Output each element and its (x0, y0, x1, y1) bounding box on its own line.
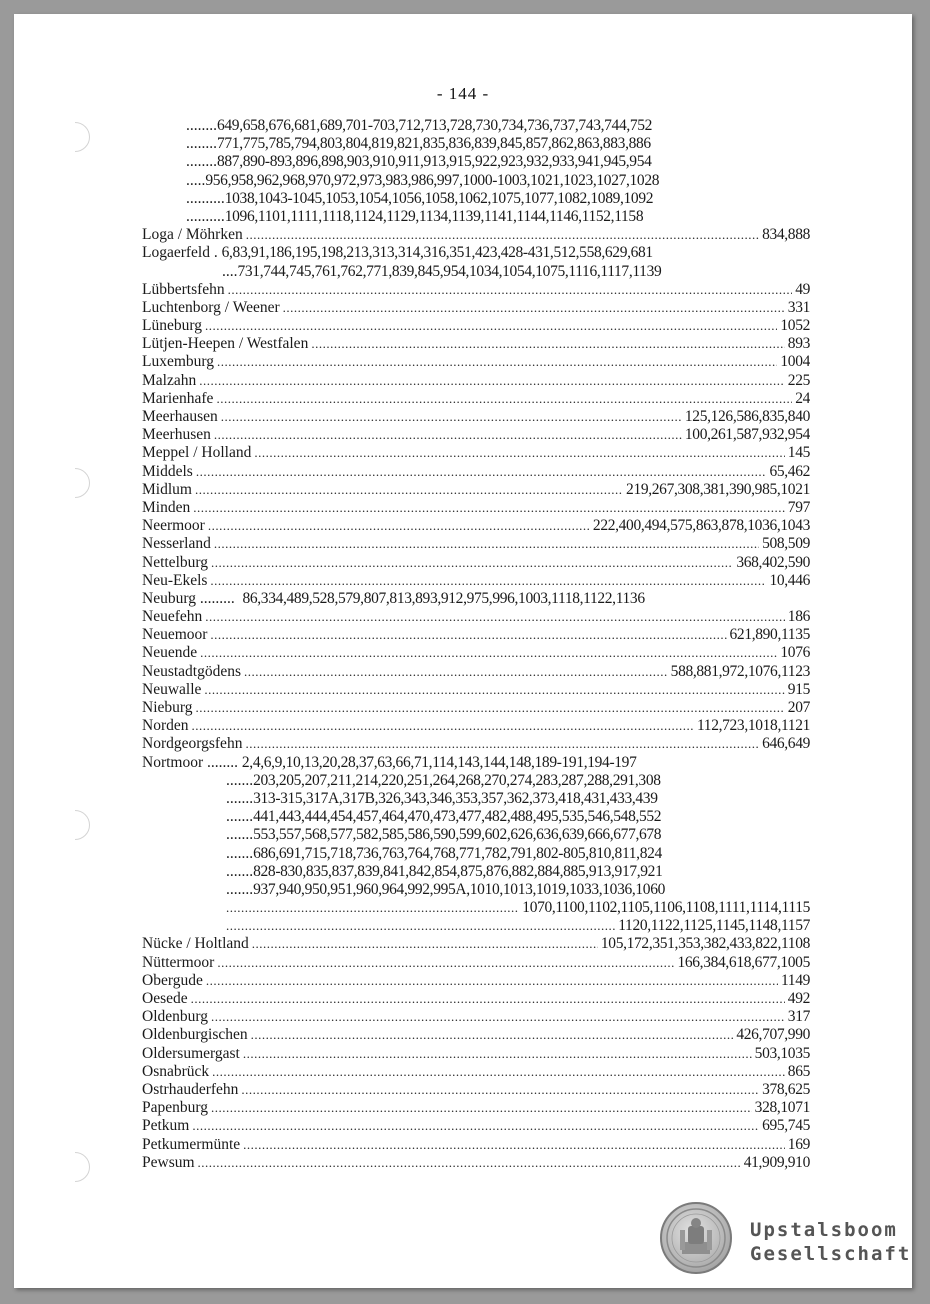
index-entry (142, 954, 810, 972)
page-refs: 915 (787, 680, 810, 698)
page-refs: 125,126,586,835,840 (684, 408, 810, 425)
page-refs: 771,775,785,794,803,804,819,821,835,836,839,845,857,862,863,883,886 (217, 135, 651, 153)
page-refs: 503,1035 (754, 1044, 810, 1062)
index-entry (142, 499, 810, 517)
place-name: Malzahn (142, 371, 197, 389)
document-page (14, 14, 912, 1288)
page-refs: 169 (787, 1135, 810, 1153)
place-name: Nortmoor (142, 753, 204, 771)
index-entry (142, 281, 810, 299)
index-entry-continuation: ....... 441,443,444,454,457,464,470,473,477,482,488,495,535,546,548,552 (226, 808, 662, 826)
index-entry-continuation: ........ 771,775,785,794,803,804,819,821,835,836,839,845,857,862,863,883,886 (186, 135, 651, 153)
index-entry (142, 699, 810, 717)
page-refs: 646,649 (762, 735, 810, 753)
place-name: Neu-Ekels (142, 571, 208, 589)
index-entry-continuation: ....... 937,940,950,951,960,964,992,995A,1010,1013,1019,1033,1036,1060 (226, 880, 665, 898)
place-name: Petkumermünte (142, 1135, 241, 1153)
page-refs: 145 (787, 444, 810, 462)
page-refs: 937,940,950,951,960,964,992,995A,1010,1013,1019,1033,1036,1060 (253, 880, 665, 898)
page-refs: 6,83,91,186,195,198,213,313,314,316,351,423,428-431,512,558,629,681 (221, 244, 653, 262)
index-entry (142, 226, 810, 244)
place-name: Lübbertsfehn (142, 280, 225, 298)
place-name: Midlum (142, 480, 192, 498)
index-entry (142, 299, 810, 317)
index-entry (142, 481, 810, 499)
index-entry-continuation (142, 917, 810, 935)
page-refs: 1149 (780, 971, 810, 989)
page-refs: 956,958,962,968,970,972,973,983,986,997,1000-1003,1021,1023,1027,1028 (205, 171, 660, 189)
place-name: Luchtenborg / Weener (142, 298, 280, 316)
index-entry (142, 1063, 810, 1081)
index-entry (142, 444, 810, 462)
logo-line-2: Gesellschaft (750, 1243, 912, 1265)
place-name: Neuende (142, 644, 198, 662)
page-refs: 317 (787, 1008, 810, 1026)
page-refs: 828-830,835,837,839,841,842,854,875,876,882,884,885,913,917,921 (253, 862, 663, 880)
index-entry-continuation (142, 899, 810, 917)
page-refs: 649,658,676,681,689,701-703,712,713,728,730,734,736,737,743,744,752 (217, 117, 653, 134)
index-entry (142, 1154, 810, 1172)
place-name: Oldenburg (142, 1008, 209, 1026)
page-refs: 1076 (780, 644, 810, 662)
index-entry (142, 1026, 810, 1044)
index-entry-continuation: ..... 956,958,962,968,970,972,973,983,986,997,1000-1003,1021,1023,1027,1028 (186, 171, 660, 189)
index-entry (142, 1136, 810, 1154)
place-name: Pewsum (142, 1153, 195, 1171)
page-refs: 553,557,568,577,582,585,586,590,599,602,626,636,639,666,677,678 (253, 826, 662, 844)
index-entry (142, 554, 810, 572)
index-entry (142, 1045, 810, 1063)
page-refs: 834,888 (762, 226, 810, 244)
index-entry (142, 335, 810, 353)
punch-hole-icon (60, 1152, 90, 1182)
index-entry (142, 990, 810, 1008)
place-name: Oldersumergast (142, 1044, 240, 1062)
page-refs: 100,261,587,932,954 (684, 426, 810, 444)
index-entry (142, 390, 810, 408)
index-entry (142, 626, 810, 644)
seal-emblem-icon (662, 1204, 730, 1272)
place-name: Marienhafe (142, 389, 214, 407)
place-name: Osnabrück (142, 1062, 210, 1080)
index-entry (142, 408, 810, 426)
index-entry: Nortmoor ........ 2,4,6,9,10,13,20,28,37,63,66,71,114,143,144,148,189-191,194-197 (142, 753, 637, 771)
place-name: Neuwalle (142, 680, 202, 698)
place-name: Logaerfeld (142, 244, 210, 262)
index-entry (142, 426, 810, 444)
page-refs: 41,909,910 (743, 1153, 810, 1171)
place-name: Lüneburg (142, 317, 202, 335)
place-name: Nücke / Holtland (142, 935, 249, 953)
index-entry (142, 644, 810, 662)
index-entry: Neuburg ......... 86,334,489,528,579,807,813,893,912,975,996,1003,1118,1122,1136 (142, 589, 645, 607)
page-refs: 695,745 (762, 1117, 810, 1135)
place-name: Lütjen-Heepen / Westfalen (142, 335, 309, 353)
place-name: Nordgeorgsfehn (142, 735, 243, 753)
page-refs: 207 (787, 699, 810, 716)
place-name: Meerhusen (142, 426, 211, 444)
place-name: Nettelburg (142, 553, 209, 571)
index-entry (142, 317, 810, 335)
page-refs: 731,744,745,761,762,771,839,845,954,1034,1054,1075,1116,1117,1139 (237, 262, 662, 280)
place-name: Neuefehn (142, 608, 203, 626)
place-name: Middels (142, 462, 193, 480)
index-entry (142, 1117, 810, 1135)
index-entry (142, 935, 810, 953)
index-entry (142, 572, 810, 590)
page-refs: 368,402,590 (736, 553, 810, 571)
page-refs: 492 (787, 990, 810, 1007)
upstalsboom-seal-icon (660, 1202, 732, 1274)
page-refs: 1070,1100,1102,1105,1106,1108,1111,1114,1115 (522, 899, 810, 917)
punch-hole-icon (60, 810, 90, 840)
index-entry-continuation: ....... 553,557,568,577,582,585,586,590,599,602,626,636,639,666,677,678 (226, 826, 662, 844)
index-entry (142, 735, 810, 753)
place-name: Oesede (142, 990, 188, 1007)
place-name: Luxemburg (142, 353, 215, 371)
page-refs: 893 (787, 335, 810, 353)
page-refs: 588,881,972,1076,1123 (670, 662, 810, 680)
index-entry (142, 517, 810, 535)
page-refs: 426,707,990 (736, 1026, 810, 1044)
place-name: Nieburg (142, 699, 193, 716)
page-refs: 331 (787, 298, 810, 316)
index-entry (142, 353, 810, 371)
page-refs: 313-315,317A,317B,326,343,346,353,357,362,373,418,431,433,439 (253, 789, 658, 807)
place-name: Obergude (142, 971, 203, 989)
page-refs: 797 (787, 498, 810, 516)
page-refs: 1038,1043-1045,1053,1054,1056,1058,1062,1075,1077,1082,1089,1092 (224, 189, 654, 207)
place-name: Neustadtgödens (142, 662, 242, 680)
page-refs: 65,462 (769, 462, 810, 480)
page-refs: 1096,1101,1111,1118,1124,1129,1134,1139,1141,1144,1146,1152,1158 (224, 207, 644, 225)
place-name: Nesserland (142, 535, 211, 553)
place-name: Petkum (142, 1117, 190, 1135)
page-refs: 2,4,6,9,10,13,20,28,37,63,66,71,114,143,144,148,189-191,194-197 (241, 753, 637, 771)
place-index-list (142, 117, 810, 1172)
page-refs: 225 (787, 371, 810, 389)
punch-hole-icon (60, 468, 90, 498)
page-refs: 1004 (780, 353, 810, 371)
page-refs: 10,446 (769, 571, 810, 589)
place-name: Neuemoor (142, 626, 208, 644)
index-entry-continuation: .... 731,744,745,761,762,771,839,845,954,1034,1054,1075,1116,1117,1139 (222, 262, 662, 280)
place-name: Neermoor (142, 517, 205, 535)
index-entry-continuation: ....... 686,691,715,718,736,763,764,768,771,782,791,802-805,810,811,824 (226, 844, 662, 862)
place-name: Loga / Möhrken (142, 226, 243, 244)
place-name: Minden (142, 498, 191, 516)
logo-line-1: Upstalsboom (750, 1219, 898, 1241)
place-name: Norden (142, 717, 189, 735)
place-name: Oldenburgischen (142, 1026, 248, 1044)
index-entry (142, 717, 810, 735)
page-refs: 86,334,489,528,579,807,813,893,912,975,996,1003,1118,1122,1136 (242, 589, 645, 607)
index-entry: Logaerfeld . 6,83,91,186,195,198,213,313,314,316,351,423,428-431,512,558,629,681 (142, 244, 653, 262)
page-refs: 105,172,351,353,382,433,822,1108 (600, 935, 810, 953)
index-entry (142, 535, 810, 553)
index-entry (142, 1081, 810, 1099)
page-refs: 1052 (780, 317, 810, 335)
index-entry-continuation: ........ 649,658,676,681,689,701-703,712,713,728,730,734,736,737,743,744,752 (186, 117, 653, 134)
page-refs: 328,1071 (754, 1099, 810, 1117)
place-name: Neuburg (142, 589, 196, 607)
page-refs: 219,267,308,381,390,985,1021 (626, 480, 810, 498)
index-entry-continuation: ....... 313-315,317A,317B,326,343,346,353,357,362,373,418,431,433,439 (226, 789, 658, 807)
place-name: Papenburg (142, 1099, 209, 1117)
index-entry-continuation: .......... 1096,1101,1111,1118,1124,1129,1134,1139,1141,1144,1146,1152,1158 (186, 207, 644, 225)
page-refs: 49 (795, 280, 810, 298)
page-refs: 887,890-893,896,898,903,910,911,913,915,922,923,932,933,941,945,954 (217, 153, 652, 171)
page-refs: 441,443,444,454,457,464,470,473,477,482,488,495,535,546,548,552 (253, 808, 662, 826)
page-refs: 24 (795, 389, 810, 407)
page-number: - 144 - (436, 84, 490, 103)
page-refs: 508,509 (762, 535, 810, 553)
place-name: Meppel / Holland (142, 444, 252, 462)
page-refs: 112,723,1018,1121 (696, 717, 810, 735)
index-entry-continuation: ....... 203,205,207,211,214,220,251,264,268,270,274,283,287,288,291,308 (226, 771, 661, 789)
society-logo-text (750, 1218, 911, 1266)
page-refs: 222,400,494,575,863,878,1036,1043 (592, 517, 810, 535)
place-name: Meerhausen (142, 408, 218, 425)
place-name: Nüttermoor (142, 953, 215, 971)
place-name: Ostrhauderfehn (142, 1080, 239, 1098)
index-entry-continuation: .......... 1038,1043-1045,1053,1054,1056,1058,1062,1075,1077,1082,1089,1092 (186, 189, 654, 207)
page-refs: 186 (787, 608, 810, 626)
punch-hole-icon (60, 122, 90, 152)
index-entry (142, 463, 810, 481)
page-refs: 1120,1122,1125,1145,1148,1157 (618, 917, 810, 935)
index-entry (142, 663, 810, 681)
index-entry-continuation: ....... 828-830,835,837,839,841,842,854,875,876,882,884,885,913,917,921 (226, 862, 663, 880)
index-entry (142, 972, 810, 990)
index-entry (142, 1008, 810, 1026)
index-entry (142, 372, 810, 390)
page-refs: 865 (787, 1062, 810, 1080)
index-entry (142, 681, 810, 699)
page-refs: 621,890,1135 (729, 626, 810, 644)
page-refs: 166,384,618,677,1005 (677, 953, 810, 971)
page-refs: 686,691,715,718,736,763,764,768,771,782,791,802-805,810,811,824 (253, 844, 662, 862)
page-refs: 378,625 (762, 1080, 810, 1098)
index-entry (142, 1099, 810, 1117)
page-refs: 203,205,207,211,214,220,251,264,268,270,274,283,287,288,291,308 (253, 771, 661, 789)
index-entry (142, 608, 810, 626)
index-entry-continuation: ........ 887,890-893,896,898,903,910,911,913,915,922,923,932,933,941,945,954 (186, 153, 652, 171)
